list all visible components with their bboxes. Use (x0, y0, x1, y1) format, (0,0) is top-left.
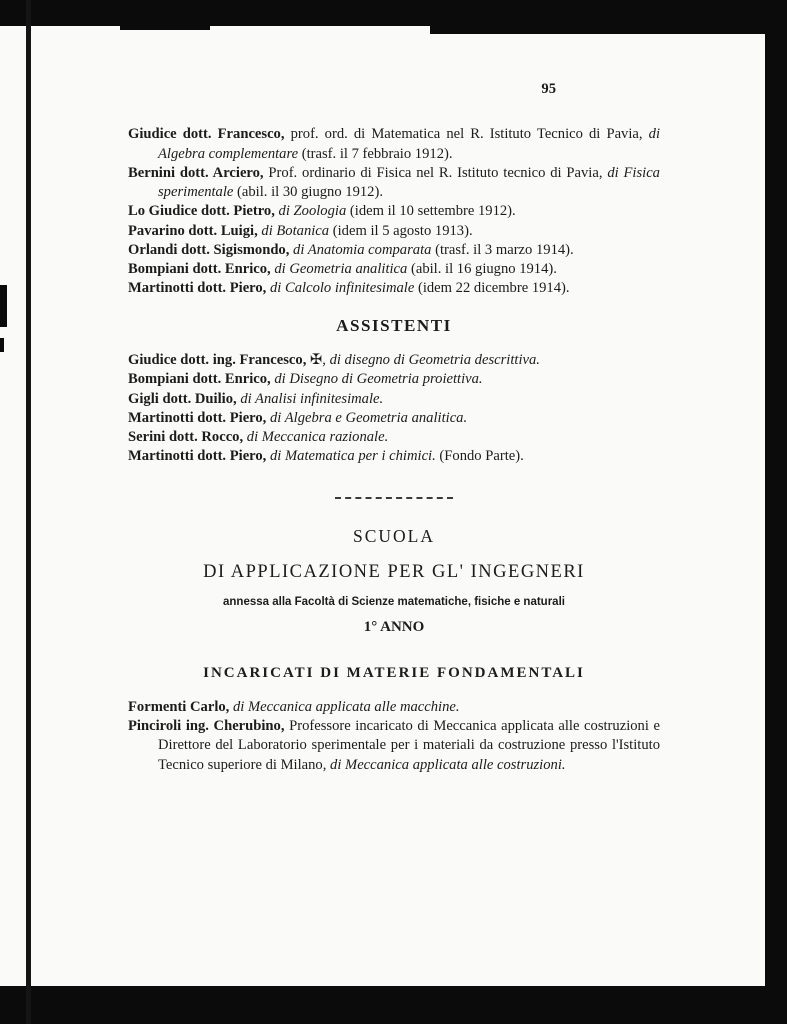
scan-border-left-line (26, 0, 31, 1024)
entry-name: Orlandi dott. Sigismondo, (128, 241, 290, 258)
entry-name: Pavarino dott. Luigi, (128, 222, 258, 239)
scan-smudge (0, 285, 7, 327)
section-divider (335, 497, 453, 499)
scan-smudge (0, 338, 4, 352)
assistant-entry (128, 390, 660, 409)
entry-subject: di Geometria analitica (274, 261, 408, 277)
assistant-entry (128, 428, 660, 447)
professor-entry (128, 202, 660, 221)
entry-subject: di Meccanica razionale. (246, 429, 389, 446)
entry-subject: di Anatomia comparata (293, 241, 432, 258)
entry-subject: di Meccanica applicata alle macchine. (232, 698, 460, 715)
page-number: 95 (541, 81, 556, 97)
scan-border-top-bump (120, 0, 210, 30)
decoration-mark: ✠, (310, 352, 326, 369)
scan-border-top-bump (430, 0, 787, 34)
entry-name: Pinciroli ing. Cherubino, (128, 718, 285, 735)
entry-desc: Professore incaricato di Meccanica applicata alle costruzioni e Direttore del Laboratorio sperimentale per i materiali da costruzione presso l'Istituto Tecnico superiore di Milano, (158, 718, 660, 773)
page-content (128, 80, 660, 775)
entry-subject: di Fisica sperimentale (158, 164, 660, 200)
entry-note: (Fondo Parte). (439, 448, 524, 465)
entry-note: (abil. il 30 giugno 1912). (237, 184, 383, 200)
scan-border-bottom (0, 986, 787, 1024)
school-subtitle: annessa alla Facoltà di Scienze matematiche, fisiche e naturali (223, 596, 565, 609)
entry-name: Martinotti dott. Piero, (128, 280, 267, 297)
assistant-entry (128, 409, 660, 428)
entry-subject: di Algebra complementare (158, 126, 660, 162)
professor-entry (128, 125, 660, 164)
entry-name: Lo Giudice dott. Pietro, (128, 203, 275, 220)
entry-note: (abil. il 16 giugno 1914). (410, 261, 557, 277)
entry-subject: di disegno di Geometria descrittiva. (329, 352, 540, 369)
entry-subject: di Calcolo infinitesimale (270, 280, 415, 297)
incaricati-list (128, 698, 660, 775)
entry-subject: di Disegno di Geometria proiettiva. (274, 371, 483, 388)
entry-name: Gigli dott. Duilio, (128, 390, 237, 407)
scan-border-right (765, 0, 787, 1024)
entry-name: Formenti Carlo, (128, 698, 230, 715)
entry-desc: prof. ord. di Matematica nel R. Istituto Tecnico di Pavia, (290, 126, 643, 143)
entry-subject: di Algebra e Geometria analitica. (270, 409, 468, 426)
entry-note: (trasf. il 3 marzo 1914). (435, 241, 574, 258)
assistant-entry (128, 351, 660, 370)
professors-list (128, 125, 660, 298)
entry-subject: di Matematica per i chimici. (270, 448, 436, 465)
entry-name: Serini dott. Rocco, (128, 429, 244, 446)
professor-entry (128, 279, 660, 298)
entry-subject: di Botanica (261, 222, 330, 239)
school-year: 1° ANNO (363, 619, 425, 636)
assistant-entry (128, 370, 660, 389)
entry-desc: Prof. ordinario di Fisica nel R. Istituto tecnico di Pavia, (268, 164, 603, 181)
professor-entry (128, 241, 660, 260)
entry-name: Martinotti dott. Piero, (128, 448, 267, 465)
entry-note: (trasf. il 7 febbraio 1912). (301, 145, 453, 162)
school-title-line2: DI APPLICAZIONE PER GL' INGEGNERI (203, 561, 585, 582)
entry-name: Bernini dott. Arciero, (128, 164, 264, 181)
entry-subject: di Meccanica applicata alle costruzioni. (330, 756, 566, 773)
incaricati-heading: INCARICATI DI MATERIE FONDAMENTALI (203, 665, 585, 681)
professor-entry (128, 164, 660, 203)
incaricato-entry (128, 698, 660, 717)
entry-note: (idem 22 dicembre 1914). (417, 280, 570, 297)
professor-entry (128, 260, 660, 279)
entry-name: Giudice dott. ing. Francesco, (128, 352, 307, 369)
entry-note: (idem il 10 settembre 1912). (349, 203, 516, 220)
entry-subject: di Zoologia (278, 203, 347, 220)
assistenti-heading: ASSISTENTI (336, 315, 452, 335)
professor-entry (128, 222, 660, 241)
entry-name: Bompiani dott. Enrico, (128, 371, 271, 388)
entry-name: Bompiani dott. Enrico, (128, 261, 271, 277)
incaricato-entry (128, 717, 660, 775)
entry-name: Giudice dott. Francesco, (128, 126, 285, 143)
school-title-line1: SCUOLA (352, 525, 435, 546)
entry-note: (idem il 5 agosto 1913). (332, 222, 473, 239)
entry-name: Martinotti dott. Piero, (128, 409, 267, 426)
assistant-entry (128, 447, 660, 466)
entry-subject: di Analisi infinitesimale. (240, 390, 384, 407)
assistants-list (128, 351, 660, 467)
